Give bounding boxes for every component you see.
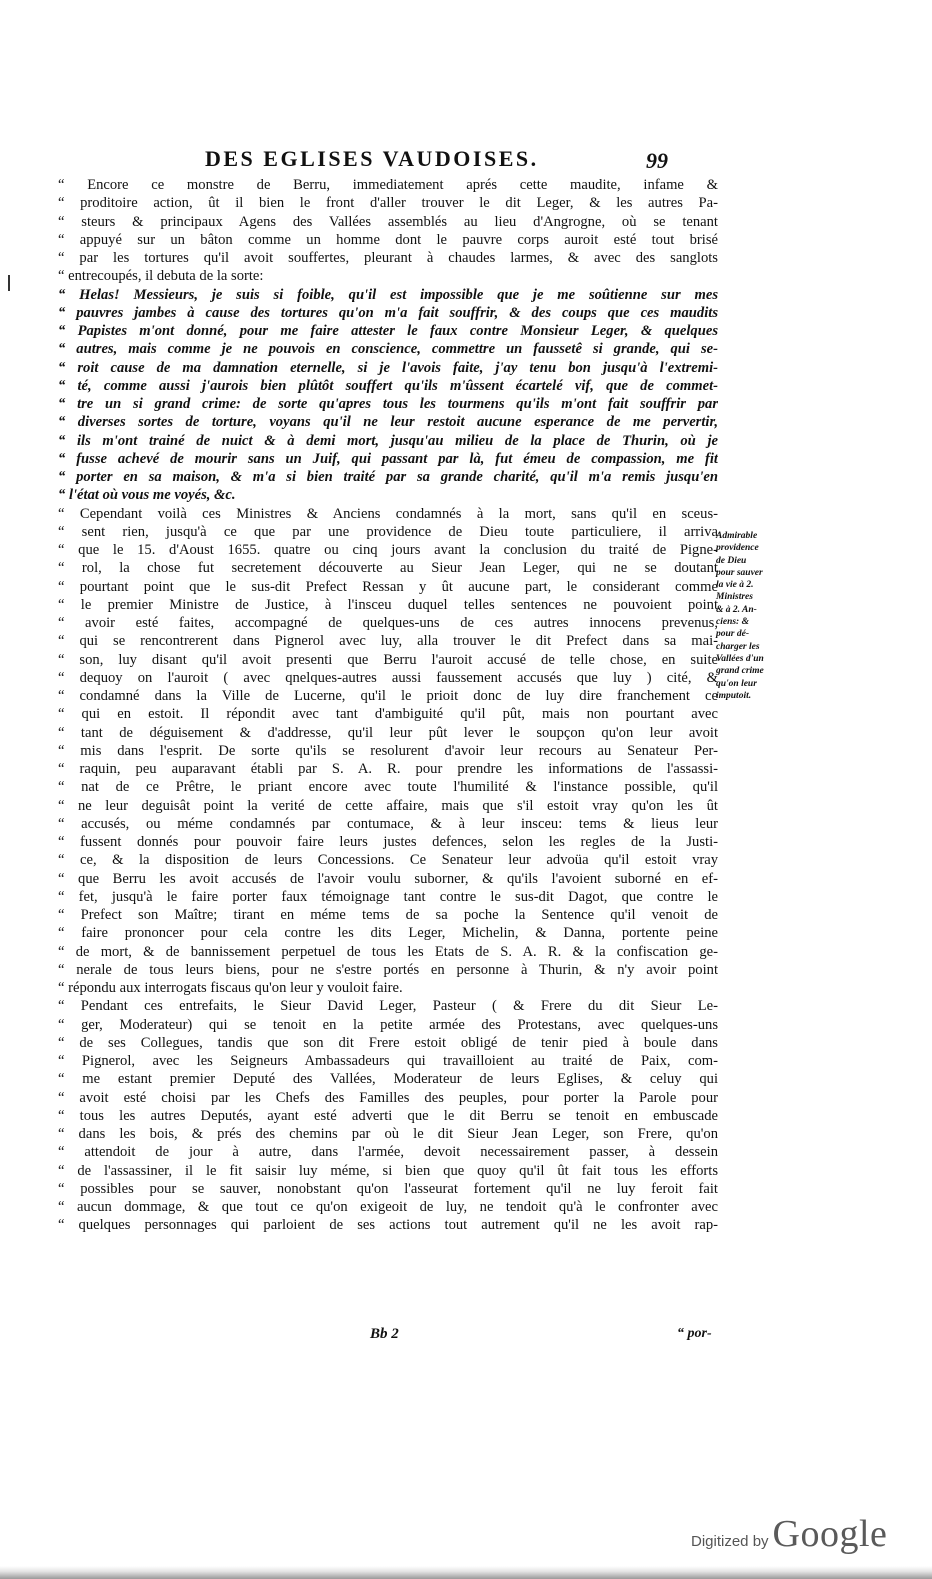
text-line: “ sent rien, jusqu'à ce que par une providence de Dieu toute particuliere, il arriva: [58, 523, 718, 540]
text-line: “ qui en estoit. Il répondit avec tant d'ambiguité qu'il pût, mais non pourtant avec: [58, 706, 718, 723]
text-line: “ fet, jusqu'à le faire porter faux témoignage tant contre le sus-dit Dagot, que contre le: [58, 888, 718, 905]
text-line: “ ils m'ont trainé de nuict & à demi mort, jusqu'au milieu de la place de Thurin, où je: [58, 432, 718, 449]
text-line: “ aucun dommage, & que tout ce qu'on exigeoit de luy, ne tendoit qu'à le confronter avec: [58, 1199, 718, 1215]
text-line: “ fussent donnés pour pouvoir faire leurs justes defences, selon les regles de la Justi-: [58, 834, 718, 850]
margin-note-line: Ministres: [716, 592, 753, 603]
google-logo: Google: [772, 1513, 888, 1555]
text-line: “ Prefect son Maître; tirant en méme tems de sa poche la Sentence qu'il venoit de: [58, 907, 718, 923]
text-line: “ faire prononcer pour cela contre les dits Leger, Michelin, & Danna, portente peine: [58, 925, 718, 942]
text-line: “ nerale de tous leurs biens, pour ne s'estre portés en personne à Thurin, & n'y avoir point: [58, 961, 718, 978]
text-line: “ dequoy on l'auroit ( avec qnelques-autres aussi faussement accusés que luy ) cité, &: [58, 669, 718, 686]
margin-note-line: imputoit.: [716, 690, 752, 701]
text-line: “ porter en sa maison, & m'a si bien traité par sa grande charité, qu'il m'a remis jusqu'en: [58, 469, 718, 485]
margin-note-line: providence: [716, 543, 759, 554]
text-line: “ l'état où vous me voyés, &c.: [58, 487, 236, 504]
text-line: “ que le 15. d'Aoust 1655. quatre ou cinq jours avant la conclusion du traité de Pigne-: [58, 542, 718, 558]
text-line: “ steurs & principaux Agens des Vallées assemblés au lieu d'Angrogne, où se tenant: [58, 213, 718, 230]
margin-mark: [8, 275, 10, 291]
text-line: “ pauvres jambes à cause des tortures qu'on m'a fait souffrir, & des coups que ces maudits: [58, 304, 718, 321]
text-line: “ roit cause de ma damnation eternelle, si je l'avois faite, j'ay tenu bon jusqu'à l'extremi-: [58, 359, 718, 376]
text-line: “ de mort, & de bannissement perpetuel de tous les Etats de S. A. R. & la confiscation ge-: [58, 943, 718, 960]
text-line: “ quelques personnages qui parloient de ses actions tout autrement qu'il ne les avoit rap-: [58, 1217, 718, 1234]
text-line: “ avoir esté faites, accompagné de quelques-uns de ces autres innocens prevenus,: [58, 615, 718, 631]
text-line: “ nat de ce Prêtre, le priant encore avec toute l'humilité & l'instance possible, qu'il: [58, 779, 718, 796]
text-line: “ mis dans l'esprit. De sorte qu'ils se resolurent d'avoir leur recours au Senateur Per-: [58, 742, 718, 759]
margin-note-line: grand crime: [716, 666, 764, 677]
text-line: “ rol, la chose fut secretement découverte au Sieur Jean Leger, qui ne se doutant: [58, 560, 718, 577]
catchword: “ por-: [677, 1326, 712, 1341]
text-line: “ Papistes m'ont donné, pour me faire attester le faux contre Monsieur Leger, & quelques: [58, 323, 718, 339]
text-line: “ tous les autres Deputés, ayant esté adverti que le dit Berru se tenoit en embuscade: [58, 1107, 718, 1124]
text-line: “ condamné dans la Ville de Lucerne, qu'il le prioit donc de luy dire franchement ce: [58, 688, 718, 704]
text-line: “ té, comme aussi j'aurois bien plûtôt souffert qu'ils m'ûssent écartelé vif, que de commet-: [58, 377, 718, 394]
text-line: “ de l'assassiner, il le fit saisir luy méme, si bien que quoy qu'il ût fait tous les efforts: [58, 1162, 718, 1179]
page-number: 99: [646, 148, 668, 173]
margin-note-line: charger les: [716, 641, 760, 652]
text-line: “ avoit esté choisi par les Chefs des Familles des peuples, pour porter la Parole pour: [58, 1089, 718, 1106]
text-line: “ répondu aux interrogats fiscaus qu'on leur y vouloit faire.: [58, 980, 403, 996]
text-line: “ le premier Ministre de Justice, à l'insceu duquel telles sentences ne pouvoient point: [58, 596, 718, 613]
text-line: “ diverses sortes de torture, voyans qu'il ne leur restoit aucune esperance de me pervertir,: [58, 414, 718, 431]
running-title: DES EGLISES VAUDOISES.: [205, 146, 539, 171]
text-line: “ son, luy disant qu'il avoit presenti que Berru l'auroit accusé de telle chose, en suite: [58, 651, 718, 668]
margin-note-line: la vie à 2.: [716, 580, 754, 591]
text-line: “ de ses Collegues, tandis que son dit Frere estoit obligé de tenir pied à boule dans: [58, 1034, 718, 1051]
text-line: “ proditoire action, ût il bien le front d'aller trouver le dit Leger, & les autres Pa-: [58, 195, 718, 212]
page-bottom-edge: [0, 1566, 932, 1579]
text-line: “ Cependant voilà ces Ministres & Anciens condamnés à la mort, sans qu'il en sceus-: [58, 505, 718, 522]
text-line: “ qui se rencontrerent dans Pignerol avec luy, alla trouver le dit Prefect dans sa mai-: [58, 633, 718, 650]
watermark-caption: Digitized by: [691, 1533, 769, 1550]
text-line: “ ger, Moderateur) qui se tenoit en la petite armée des Protestans, avec quelques-uns: [58, 1016, 718, 1033]
margin-note: [716, 530, 786, 702]
margin-note-line: Vallées d'un: [716, 653, 764, 664]
margin-note-line: pour sauver: [716, 567, 763, 578]
body-text: [58, 176, 718, 1235]
text-line: “ que Berru les avoit accusés de l'avoir voulu suborner, & qu'ils l'avoient suborné en ef-: [58, 870, 718, 887]
text-line: “ me estant premier Deputé des Vallées, Moderateur de leurs Eglises, & celuy qui: [58, 1071, 718, 1088]
text-line: “ tre un si grand crime: de sorte qu'apres tous les tourmens qu'ils m'ont fait souffrir par: [58, 396, 718, 412]
text-line: “ Encore ce monstre de Berru, immediatement aprés cette maudite, infame &: [58, 177, 718, 193]
text-line: “ tant de déguisement & d'addresse, qu'il leur pût lever le soupçon qu'on leur avoit: [58, 724, 718, 741]
text-line: “ entrecoupés, il debuta de la sorte:: [58, 268, 264, 285]
text-line: “ par les tortures qu'il avoit souffertes, pleurant à chaudes larmes, & avec des sanglots: [58, 250, 718, 266]
page-header: [0, 146, 932, 176]
text-line: “ Pendant ces entrefaits, le Sieur David Leger, Pasteur ( & Frere du dit Sieur Le-: [58, 998, 718, 1015]
margin-note-line: Admirable: [716, 531, 758, 541]
signature-mark: Bb 2: [370, 1326, 399, 1342]
margin-note-line: & à 2. An-: [716, 604, 757, 615]
margin-note-line: ciens: &: [716, 617, 749, 628]
text-line: “ attendoit de jour à autre, dans l'armée, devoit necessairement passer, à dessein: [58, 1144, 718, 1161]
margin-note-line: de Dieu: [716, 555, 747, 566]
text-line: “ dans les bois, & prés des chemins par où le dit Sieur Jean Leger, son Frere, qu'on: [58, 1126, 718, 1142]
text-line: “ fusse achevé de mourir sans un Juif, qui passant par là, fut émeu de compassion, me fit: [58, 450, 718, 467]
text-line: “ Pignerol, avec les Seigneurs Ambassadeurs qui travailloient au traité de Paix, com-: [58, 1053, 718, 1069]
digitized-watermark: [691, 1512, 887, 1556]
text-line: “ pourtant point que le sus-dit Prefect Ressan y ût aucune part, le considerant comme: [58, 578, 718, 595]
text-line: “ ce, & la disposition de leurs Concessions. Ce Senateur leur advoüa qu'il estoit vray: [58, 852, 718, 869]
margin-note-line: pour dé-: [716, 629, 749, 640]
text-line: “ Helas! Messieurs, je suis si foible, qu'il est impossible que je me soûtienne sur mes: [58, 286, 718, 303]
text-line: “ accusés, ou méme condamnés par contumace, & à leur insceu: tems & lieus leur: [58, 815, 718, 832]
text-line: “ ne leur deguisât point la verité de cette affaire, mais que s'il estoit vray qu'on les ût: [58, 797, 718, 814]
text-line: “ raquin, peu auparavant établi par S. A. R. pour prendre les informations de l'assassi-: [58, 761, 718, 777]
margin-note-line: qu'on leur: [716, 678, 757, 689]
text-line: “ possibles pour se sauver, nonobstant qu'on l'asseurat fortement qu'il ne luy feroit fait: [58, 1180, 718, 1197]
text-line: “ autres, mais comme je ne pouvois en conscience, commettre un faussetê si grande, qui se-: [58, 341, 718, 358]
text-line: “ appuyé sur un bâton comme un homme dont le pauvre corps auroit esté tout brisé: [58, 231, 718, 248]
